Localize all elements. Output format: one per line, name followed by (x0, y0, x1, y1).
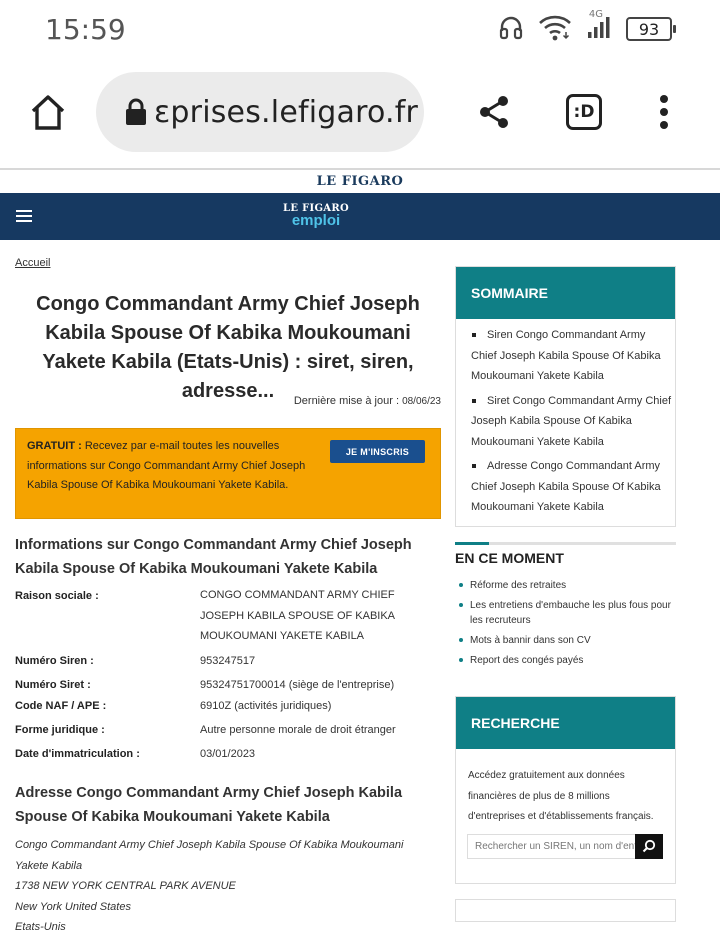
moment-item[interactable] (455, 653, 676, 668)
search-icon (642, 839, 656, 853)
more-vertical-icon (659, 95, 669, 129)
recherche-title: RECHERCHE (456, 697, 675, 749)
alert-strong: GRATUIT : (27, 440, 82, 452)
address-line: Yakete Kabila (15, 859, 83, 872)
info-section-title: Informations sur Congo Commandant Army Chief Joseph Kabila Spouse Of Kabika Moukoumani Yakete Kabila (15, 537, 412, 577)
page-title: Congo Commandant Army Chief Joseph Kabila Spouse Of Kabika Moukoumani Yakete Kabila (Etats-Unis) : siret, siren, adresse... (36, 293, 420, 402)
sommaire-item-link[interactable]: Siret Congo Commandant Army Chief Joseph Kabila Spouse Of Kabika Moukoumani Yakete Kabila (471, 394, 672, 448)
tab-switcher-button[interactable]: :D (566, 94, 602, 130)
info-value: 03/01/2023 (200, 748, 256, 760)
moment-item-link[interactable]: Mots à bannir dans son CV (470, 635, 591, 646)
moment-item[interactable] (455, 633, 676, 648)
menu-button[interactable] (650, 92, 678, 132)
figaro-emploi-logo[interactable] (278, 204, 354, 228)
newsletter-alert (15, 428, 441, 519)
address-bar[interactable] (96, 72, 424, 152)
search-button[interactable] (635, 834, 663, 859)
last-updated (294, 395, 441, 407)
address-line: 1738 NEW YORK CENTRAL PARK AVENUE (15, 880, 236, 892)
info-value: Autre personne morale de droit étranger (200, 724, 396, 736)
sommaire-item-link[interactable]: Siren Congo Commandant Army Chief Joseph Kabila Spouse Of Kabika Moukoumani Yakete Kabila (471, 329, 661, 382)
last-updated-date: 08/06/23 (402, 396, 441, 407)
section-divider (455, 542, 676, 545)
figaro-brand-strip[interactable] (0, 170, 720, 193)
info-label: Numéro Siren : (15, 655, 94, 667)
lock-icon (124, 97, 148, 127)
emploi-logo-bottom: emploi (291, 212, 341, 229)
recherche-box (455, 696, 676, 884)
moment-item-link[interactable]: Les entretiens d'embauche les plus fous pour les recruteurs (470, 600, 671, 626)
sommaire-list (456, 319, 675, 518)
moment-item[interactable] (455, 578, 676, 593)
ad-placeholder (455, 899, 676, 922)
moment-item-link[interactable]: Réforme des retraites (470, 580, 567, 591)
home-icon (28, 93, 68, 131)
info-label: Numéro Siret : (15, 679, 91, 691)
wifi-icon (538, 13, 572, 46)
share-button[interactable] (474, 92, 514, 132)
emploi-logo-top: LE FIGARO (283, 203, 349, 214)
url-text: ɛprises.lefigaro.fr (154, 94, 419, 130)
en-ce-moment-title: EN CE MOMENT (455, 550, 564, 566)
share-icon (477, 94, 511, 130)
recherche-description: Accédez gratuitement aux données financières de plus de 8 millions d'entreprises et d'établissements français. (468, 770, 654, 822)
info-value: 95324751700014 (siège de l'entreprise) (200, 679, 395, 691)
breadcrumb-home-link[interactable]: Accueil (15, 257, 51, 269)
en-ce-moment-list (455, 578, 676, 673)
address-line: New York United States (15, 900, 131, 913)
address-section-title: Adresse Congo Commandant Army Chief Joseph Kabila Spouse Of Kabika Moukoumani Yakete Kabila (15, 785, 403, 825)
info-label: Forme juridique : (15, 724, 105, 736)
last-updated-label: Dernière mise à jour : (293, 395, 399, 407)
info-value: CONGO COMMANDANT ARMY CHIEF JOSEPH KABILA SPOUSE OF KABIKA MOUKOUMANI YAKETE KABILA (200, 589, 395, 642)
browser-toolbar (0, 58, 720, 168)
moment-item-link[interactable]: Report des congés payés (470, 655, 584, 666)
signal-icon (586, 14, 612, 45)
site-navbar (0, 193, 720, 240)
sommaire-item[interactable] (471, 391, 675, 453)
info-value: 6910Z (activités juridiques) (200, 700, 332, 712)
address-line: Etats-Unis (15, 921, 66, 933)
sommaire-item-link[interactable]: Adresse Congo Commandant Army Chief Joseph Kabila Spouse Of Kabika Moukoumani Yakete Kabila (471, 460, 661, 513)
sommaire-box (455, 266, 676, 527)
home-button[interactable] (26, 92, 70, 132)
info-label: Date d'immatriculation : (15, 748, 140, 760)
sommaire-title: SOMMAIRE (456, 267, 675, 319)
sommaire-item[interactable] (471, 325, 675, 387)
hamburger-menu-icon[interactable] (16, 210, 32, 222)
alert-text (27, 437, 317, 496)
figaro-logo[interactable]: LE FIGARO (316, 174, 404, 189)
alert-message: Recevez par e-mail toutes les nouvelles informations sur Congo Commandant Army Chief Joseph Kabila Spouse Of Kabika Moukoumani Yakete Kabila. (27, 440, 306, 491)
status-bar (0, 0, 720, 58)
subscribe-button[interactable]: JE M'INSCRIS (330, 440, 425, 463)
siren-search-input[interactable] (468, 835, 636, 858)
siren-search-form (467, 834, 663, 859)
address-block (15, 835, 441, 938)
sommaire-item[interactable] (471, 456, 675, 518)
info-label: Code NAF / APE : (15, 700, 107, 712)
battery-indicator: 93 (626, 17, 672, 41)
address-line: Congo Commandant Army Chief Joseph Kabila Spouse Of Kabika Moukoumani (15, 839, 404, 851)
moment-item[interactable] (455, 598, 676, 628)
status-time: 15:59 (45, 13, 126, 46)
headphones-icon (498, 14, 524, 45)
info-value: 953247517 (200, 655, 256, 667)
info-label: Raison sociale : (15, 590, 99, 602)
network-type: 4G (588, 9, 603, 20)
